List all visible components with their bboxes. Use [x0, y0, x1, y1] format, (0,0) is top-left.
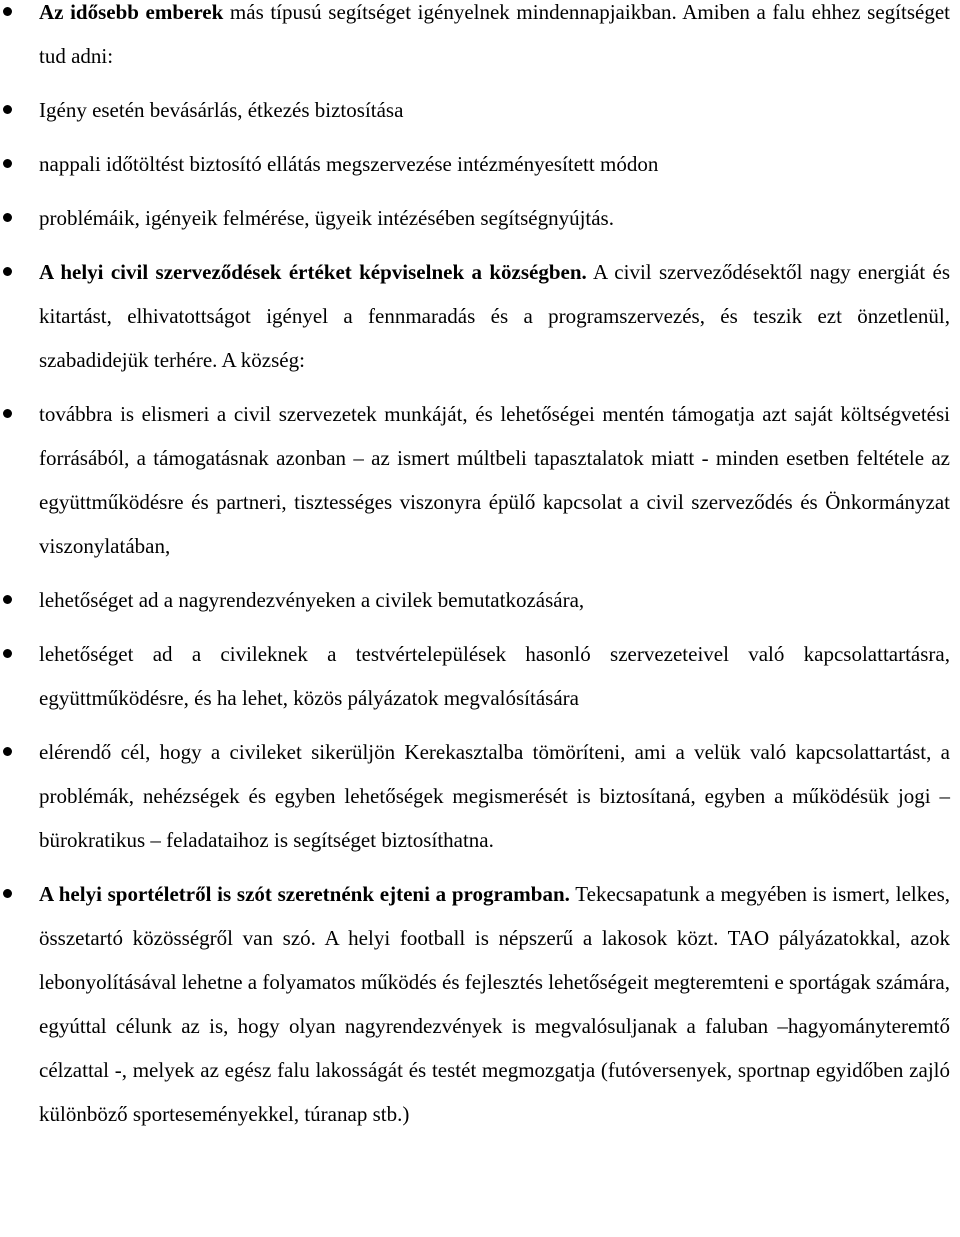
- item-text: problémáik, igényeik felmérése, ügyeik intézésében segítségnyújtás.: [39, 206, 614, 230]
- bullet-icon: [3, 649, 12, 658]
- bullet-icon: [3, 889, 12, 898]
- item-text: lehetőséget ad a nagyrendezvényeken a civilek bemutatkozására,: [39, 588, 585, 612]
- item-text: nappali időtöltést biztosító ellátás megszervezése intézményesített módon: [39, 152, 659, 176]
- item-text: A civil szerveződésektől nagy energiát és kitartást, elhivatottságot igényel a fennmaradás és a programszervezés, és teszik ezt önzetlenül, szabadidejük terhére. A község:: [39, 260, 950, 372]
- list-item: [0, 142, 950, 186]
- bullet-icon: [3, 747, 12, 756]
- item-text: Tekecsapatunk a megyében is ismert, lelkes, összetartó közösségről van szó. A helyi football is népszerű a lakosok közt. TAO pályázatokkal, azok lebonyolításával lehetne a folyamatos működés és fejlesztés lehetőségeit megteremteni e sportágak számára, egyúttal célunk az is, hogy olyan nagyrendezvények is megvalósuljanak a faluban –hagyományteremtő célzattal -, melyek az egész falu lakosságát és testét megmozgatja (futóversenyek, sportnap egyidőben zajló különböző sporteseményekkel, túranap stb.): [39, 882, 950, 1126]
- list-item: [0, 578, 950, 622]
- item-bold-text: A helyi sportéletről is szót szeretnénk ejteni a programban.: [39, 882, 570, 906]
- bullet-icon: [3, 105, 12, 114]
- list-item: [0, 0, 950, 78]
- list-item: [0, 196, 950, 240]
- item-bold-text: A helyi civil szerveződések értéket képviselnek a községben.: [39, 260, 587, 284]
- item-text: más típusú segítséget igényelnek mindennapjaikban. Amiben a falu ehhez segítséget tud adni:: [39, 0, 950, 68]
- list-item: [0, 632, 950, 720]
- item-text: lehetőséget ad a civileknek a testvértelepülések hasonló szervezeteivel való kapcsolattartásra, együttműködésre, és ha lehet, közös pályázatok megvalósítására: [39, 642, 950, 710]
- bullet-icon: [3, 159, 12, 168]
- list-item: [0, 88, 950, 132]
- list-item: [0, 872, 950, 1136]
- list-item: [0, 392, 950, 568]
- item-bold-text: Az idősebb emberek: [39, 0, 224, 24]
- bullet-icon: [3, 213, 12, 222]
- bullet-icon: [3, 409, 12, 418]
- bullet-icon: [3, 7, 12, 16]
- item-text: továbbra is elismeri a civil szervezetek munkáját, és lehetőségei mentén támogatja azt saját költségvetési forrásából, a támogatásnak azonban – az ismert múltbeli tapasztalatok miatt - minden esetben feltétele az együttműködésre és partneri, tisztességes viszonyra épülő kapcsolat a civil szerveződés és Önkormányzat viszonylatában,: [39, 402, 950, 558]
- list-item: [0, 250, 950, 382]
- bullet-icon: [3, 595, 12, 604]
- bullet-icon: [3, 267, 12, 276]
- item-text: Igény esetén bevásárlás, étkezés biztosítása: [39, 98, 404, 122]
- item-text: elérendő cél, hogy a civileket sikerüljön Kerekasztalba tömöríteni, ami a velük való kapcsolattartást, a problémák, nehézségek és egyben lehetőségek megismerését is biztosítaná, egyben a működésük jogi –bürokratikus – feladataihoz is segítséget biztosíthatna.: [39, 740, 950, 852]
- list-item: [0, 730, 950, 862]
